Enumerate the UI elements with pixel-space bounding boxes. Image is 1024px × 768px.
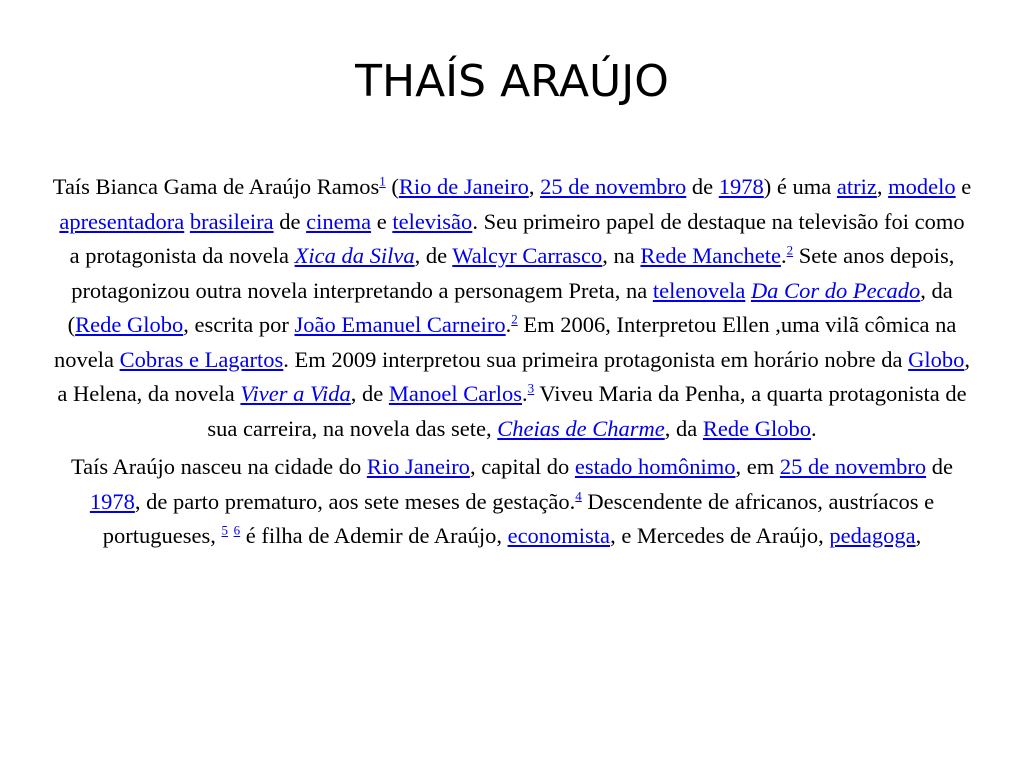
link-walcyr-carrasco[interactable]: Walcyr Carrasco: [452, 243, 603, 268]
text-segment: e: [955, 174, 972, 199]
link-25-de-novembro[interactable]: 25 de novembro: [540, 174, 687, 199]
text-segment: , a Helena, da novela: [57, 346, 970, 406]
footnote-link-4[interactable]: 4: [575, 488, 582, 503]
link-cinema[interactable]: cinema: [306, 208, 372, 234]
text-segment: e: [371, 208, 393, 234]
link-cheias-de-charme[interactable]: Cheias de Charme: [497, 415, 665, 441]
text-segment: ) é uma: [763, 174, 837, 199]
text-segment: , capital do: [469, 454, 575, 479]
link-atriz[interactable]: atriz: [836, 174, 877, 199]
link-rede-globo[interactable]: Rede Globo: [75, 312, 184, 337]
text-segment: . Em 2009 interpretou sua primeira protagonista em horário nobre da: [283, 346, 909, 372]
text-segment: , da: [664, 415, 703, 441]
text-segment: , de: [350, 381, 389, 406]
link-rio-de-janeiro[interactable]: Rio de Janeiro: [398, 174, 529, 199]
footnote-link-1[interactable]: 1: [379, 173, 386, 189]
text-segment: de: [926, 454, 953, 479]
text-segment: é filha de Ademir de Araújo,: [240, 523, 508, 548]
link-1978[interactable]: 1978: [718, 174, 764, 199]
paragraph-biography: [52, 170, 972, 446]
text-segment: ,: [915, 523, 922, 548]
link-rede-globo-2[interactable]: Rede Globo: [702, 415, 811, 441]
text-segment: , de: [414, 243, 453, 268]
text-segment: .: [505, 312, 512, 337]
text-segment: Viveu Maria da Penha, a quarta protagonista de sua carreira, na novela das sete,: [207, 381, 967, 441]
slide-body: [52, 170, 972, 554]
link-telenovela[interactable]: telenovela: [652, 277, 746, 303]
text-segment: Em 2006, Interpretou Ellen ,uma vilã cômica na novela: [53, 312, 957, 372]
link-economista[interactable]: economista: [507, 523, 611, 548]
link-estado-homonimo[interactable]: estado homônimo: [574, 454, 736, 479]
text-segment: de: [273, 208, 307, 234]
text-segment: , e Mercedes de Araújo,: [610, 523, 830, 548]
text-segment: Descendente de africanos, austríacos e portugueses,: [102, 488, 935, 548]
text-segment: (: [385, 174, 399, 199]
text-segment: .: [810, 415, 817, 441]
text-segment: Taís Bianca Gama de Araújo Ramos: [52, 174, 380, 199]
footnote-link-2[interactable]: 2: [786, 242, 794, 258]
link-rede-manchete[interactable]: Rede Manchete: [640, 243, 781, 268]
text-segment: Sete anos depois, protagonizou outra novela interpretando a personagem Preta, na: [71, 243, 955, 303]
link-modelo[interactable]: modelo: [888, 174, 956, 199]
text-segment: Taís Araújo nasceu na cidade do: [71, 454, 367, 479]
slide-title: THAÍS ARAÚJO: [355, 56, 669, 107]
footnote-link-6[interactable]: 6: [233, 522, 241, 538]
link-manoel-carlos[interactable]: Manoel Carlos: [388, 381, 523, 406]
link-joao-emanuel-carneiro[interactable]: João Emanuel Carneiro: [294, 312, 506, 337]
text-segment: , da (: [67, 277, 953, 337]
text-segment: , na: [602, 243, 641, 268]
text-segment: , de parto prematuro, aos sete meses de gestação.: [134, 488, 576, 514]
text-segment: .: [522, 381, 528, 406]
link-1978-2[interactable]: 1978: [89, 488, 135, 514]
link-brasileira[interactable]: brasileira: [189, 208, 274, 234]
link-da-cor-do-pecado[interactable]: Da Cor do Pecado: [750, 277, 921, 303]
link-apresentadora[interactable]: apresentadora: [59, 208, 185, 234]
footnote-link-2[interactable]: 2: [511, 311, 518, 327]
text-segment: .: [780, 243, 787, 268]
link-globo[interactable]: Globo: [908, 346, 965, 372]
link-cobras-e-lagartos[interactable]: Cobras e Lagartos: [119, 346, 284, 372]
footnote-link-3[interactable]: 3: [527, 380, 535, 396]
text-segment: , escrita por: [183, 312, 295, 337]
text-segment: . Seu primeiro papel de destaque na televisão foi como a protagonista da novela: [69, 208, 965, 268]
link-rio-janeiro[interactable]: Rio Janeiro: [366, 454, 470, 479]
link-televisao[interactable]: televisão: [392, 208, 473, 234]
link-pedagoga[interactable]: pedagoga: [829, 523, 916, 548]
link-25-de-novembro-2[interactable]: 25 de novembro: [779, 454, 927, 479]
link-xica-da-silva[interactable]: Xica da Silva: [294, 243, 415, 268]
text-segment: , em: [735, 454, 780, 479]
paragraph-early-life: [52, 450, 972, 554]
text-segment: de: [686, 174, 719, 199]
text-segment: ,: [876, 174, 889, 199]
footnote-link-5[interactable]: 5: [221, 522, 229, 538]
text-segment: ,: [528, 174, 541, 199]
link-viver-a-vida[interactable]: Viver a Vida: [240, 381, 351, 406]
